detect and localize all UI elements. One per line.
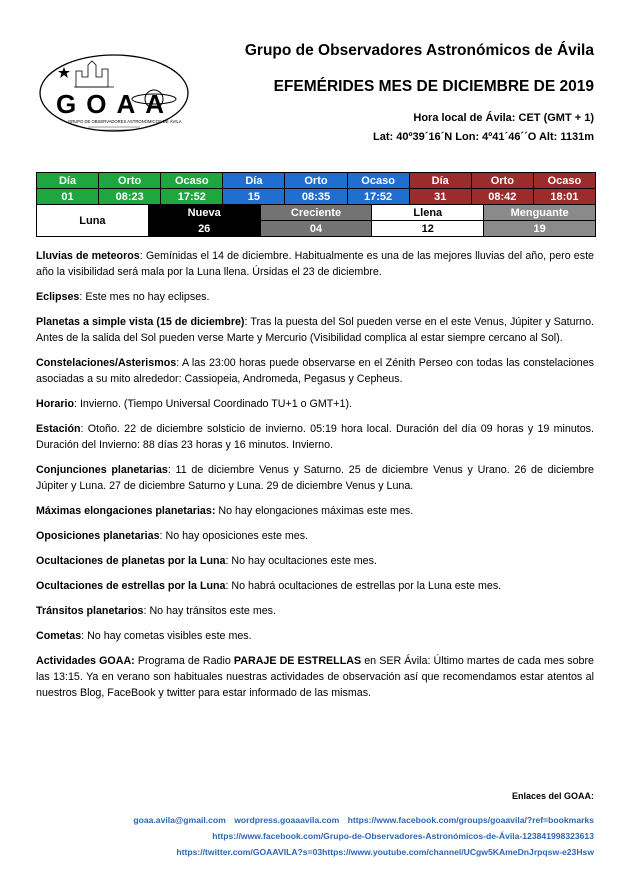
moon-label: Luna [37,205,149,237]
section-elongations [36,503,594,519]
section-label: Tránsitos planetarios [36,605,144,617]
section-constellations [36,355,594,387]
section-star-occultations [36,578,594,594]
section-text: No hay elongaciones máximas este mes. [215,505,414,517]
section-text: : No hay tránsitos este mes. [143,605,276,617]
section-text: : No habrá ocultaciones de estrellas por la Luna este mes. [225,580,502,592]
sun-value-cell: 15 [223,189,285,205]
moon-phase-name: Creciente [260,205,372,221]
section-label: Conjunciones planetarias [36,464,168,476]
moon-phase-day: 19 [484,221,596,237]
section-text: : 11 de diciembre Venus y Saturno. 25 de diciembre Venus y Urano. 26 de diciembre Júpiter y Luna. 27 de diciembre Saturno y Luna. 29 de diciembre Venus y Luna. [36,464,594,492]
section-text: : No hay oposiciones este mes. [159,530,309,542]
sun-value-cell: 08:23 [99,189,161,205]
section-label: Estación [36,423,81,435]
section-text: : No hay ocultaciones este mes. [225,555,377,567]
page-title: EFEMÉRIDES MES DE DICIEMBRE DE 2019 [273,78,594,95]
goaa-logo [36,47,194,135]
sun-header-cell: Orto [99,173,161,189]
links-title: Enlaces del GOAA: [511,791,594,801]
sun-value-cell: 17:52 [161,189,223,205]
section-planet-occultations [36,553,594,569]
location-coords: Lat: 40º39´16´N Lon: 4º41´46´´O Alt: 1131m [373,131,594,143]
section-label: Constelaciones/Asterismos [36,357,177,369]
facebook-page-link[interactable]: https://www.facebook.com/Grupo-de-Observadores-Astronómicos-de-Ávila-123841998323613 [212,831,594,841]
sun-value-cell: 08:42 [471,189,533,205]
section-season [36,421,594,453]
moon-phase-name: Nueva [148,205,260,221]
section-text: : Otoño. 22 de diciembre solsticio de invierno. 05:19 hora local. Duración del día 09 horas y 19 minutos. Duración del Invierno: 88 días 23 horas y 16 minutos. Invierno. [36,423,594,451]
section-label: Eclipses [36,291,80,303]
section-label: Actividades GOAA: [36,655,135,667]
sun-header-cell: Día [37,173,99,189]
moon-phase-day: 12 [372,221,484,237]
section-meteors [36,248,594,280]
logo-small-text: GRUPO DE OBSERVADORES ASTRONÓMICOS DE ÁVILA [68,119,182,124]
logo-text: GOAA [56,89,174,119]
radio-program-name: PARAJE DE ESTRELLAS [233,655,362,667]
sun-header-cell: Día [409,173,471,189]
moon-phase-day: 26 [148,221,260,237]
section-conjunctions [36,462,594,494]
wordpress-link[interactable]: wordpress.goaaavila.com [234,815,340,825]
section-label: Planetas a simple vista (15 de diciembre) [36,316,245,328]
timezone-info: Hora local de Ávila: CET (GMT + 1) [413,112,594,124]
section-text: : Gemínidas el 14 de diciembre. Habitualmente es una de las mejores lluvias del año, pero este año la visibilidad será mala por la Luna llena. Úrsidas el 23 de diciembre. [36,250,594,278]
section-label: Lluvias de meteoros [36,250,140,262]
section-text: Programa de Radio [134,655,234,667]
moon-phase-name: Menguante [484,205,596,221]
section-oppositions [36,528,594,544]
section-planets [36,314,594,346]
section-label: Oposiciones planetarias [36,530,160,542]
sun-value-cell: 31 [409,189,471,205]
sun-values-row [37,189,596,205]
sun-value-cell: 17:52 [347,189,409,205]
section-label: Máximas elongaciones planetarias: [36,505,216,517]
sun-header-cell: Día [223,173,285,189]
section-schedule [36,396,594,412]
section-text: : Este mes no hay eclipses. [79,291,210,303]
sun-header-cell: Orto [285,173,347,189]
section-text: : Invierno. (Tiempo Universal Coordinado TU+1 o GMT+1). [74,398,353,410]
ephemeris-table [36,172,596,205]
moon-phases-table [36,204,596,237]
section-comets [36,628,594,644]
ephemeris-body [36,248,594,710]
facebook-group-link[interactable]: https://www.facebook.com/groups/goaavila/?ref=bookmarks [347,815,594,825]
section-transits [36,603,594,619]
org-name: Grupo de Observadores Astronómicos de Ávila [244,42,594,59]
section-label: Ocultaciones de planetas por la Luna [36,555,226,567]
moon-phase-name: Llena [372,205,484,221]
section-text: : A las 23:00 horas puede observarse en el Zénith Perseo con todas las constelaciones asociadas a su mito alrededor: Cassiopeia, Andromeda, Pegasus y Cepheus. [36,357,594,385]
email-link[interactable]: goaa.avila@gmail.com [133,815,226,825]
links-block [127,812,594,860]
moon-names-row [37,205,596,221]
section-label: Cometas [36,630,82,642]
sun-header-row [37,173,596,189]
section-text: : No hay cometas visibles este mes. [81,630,252,642]
sun-value-cell: 18:01 [533,189,595,205]
sun-header-cell: Ocaso [347,173,409,189]
sun-header-cell: Orto [471,173,533,189]
sun-header-cell: Ocaso [533,173,595,189]
section-label: Horario [36,398,75,410]
moon-phase-day: 04 [260,221,372,237]
sun-value-cell: 08:35 [285,189,347,205]
sun-header-cell: Ocaso [161,173,223,189]
section-text: en SER Ávila: Último martes de cada mes sobre las 13:15. Ya en verano son habituales nuestras actividades de observación así que recomendamos estar atentos al nuestros Blog, FaceBook y twitter para estar informado de las mismas. [36,655,595,699]
section-eclipses [36,289,594,305]
youtube-link[interactable]: https://www.youtube.com/channel/UCgw5KAmeDnJrpqsw-e23Hsw [322,847,594,857]
sun-value-cell: 01 [37,189,99,205]
section-label: Ocultaciones de estrellas por la Luna [36,580,226,592]
section-activities [36,653,594,701]
section-text: : Tras la puesta del Sol pueden verse en el este Venus, Júpiter y Saturno. Antes de la salida del Sol pueden verse Marte y Mercurio (Visibilidad complica al estar siempre cercano al Sol). [36,316,595,344]
twitter-link[interactable]: https://twitter.com/GOAAVILA?s=03 [176,847,323,857]
